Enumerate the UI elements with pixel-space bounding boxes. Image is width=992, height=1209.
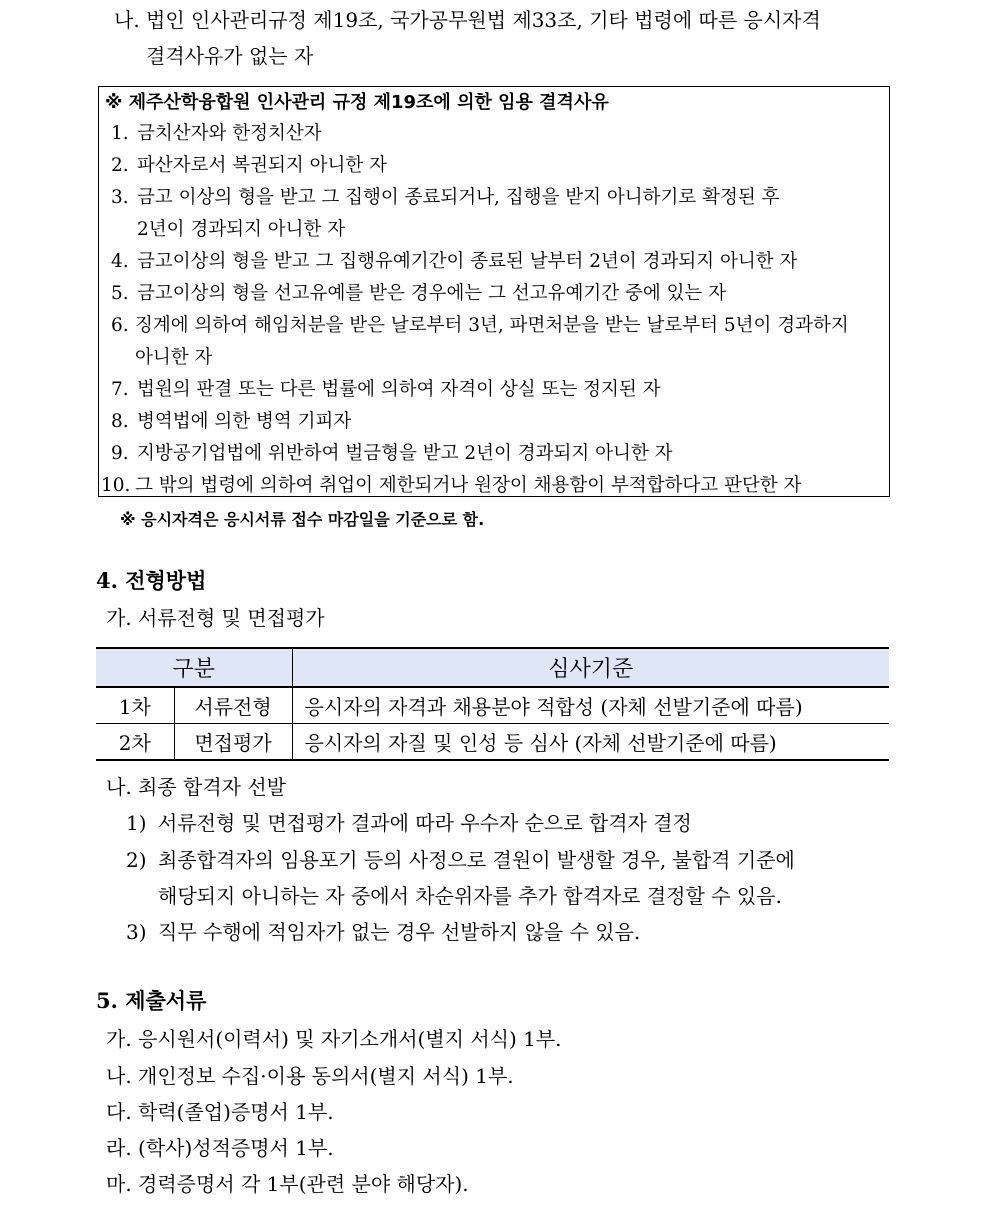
item-4-text: 금고이상의 형을 받고 그 집행유예기간이 종료된 날부터 2년이 경과되지 아니한 자	[137, 251, 798, 272]
item-7-text: 법원의 판결 또는 다른 법률에 의하여 자격이 상실 또는 정지된 자	[137, 379, 661, 400]
evaluation-table	[96, 647, 889, 761]
item-8-number: 8.	[111, 411, 129, 432]
document-item-da: 다. 학력(졸업)증명서 1부.	[106, 1100, 334, 1124]
selection-item-3-number: 3)	[126, 920, 147, 944]
selection-item-2-text: 최종합격자의 임용포기 등의 사정으로 결원이 발생할 경우, 불합격 기준에	[158, 848, 795, 872]
disqualification-box	[98, 86, 890, 497]
eligibility-line-1: 나. 법인 인사관리규정 제19조, 국가공무원법 제33조, 기타 법령에 따른 응시자격	[114, 8, 821, 32]
table-cell-criteria: 응시자의 자격과 채용분야 적합성 (자체 선발기준에 따름)	[292, 687, 889, 724]
table-row	[96, 724, 889, 761]
document-item-na: 나. 개인정보 수집·이용 동의서(별지 서식) 1부.	[106, 1064, 514, 1088]
item-5-number: 5.	[111, 283, 129, 304]
eligibility-line-2: 결격사유가 없는 자	[146, 44, 314, 68]
selection-item-2-text-cont: 해당되지 아니하는 자 중에서 차순위자를 추가 합격자로 결정할 수 있음.	[158, 884, 782, 908]
table-cell-round: 1차	[96, 687, 174, 724]
section-5-title: 5. 제출서류	[96, 988, 207, 1013]
item-3-number: 3.	[111, 187, 129, 208]
table-row	[96, 687, 889, 724]
table-header-criteria: 심사기준	[292, 648, 889, 687]
item-6-text-cont: 아니한 자	[135, 347, 213, 368]
document-item-ga: 가. 응시원서(이력서) 및 자기소개서(별지 서식) 1부.	[106, 1027, 562, 1051]
item-3-text: 금고 이상의 형을 받고 그 집행이 종료되거나, 집행을 받지 아니하기로 확정된 후	[137, 187, 780, 208]
item-2-text: 파산자로서 복권되지 아니한 자	[137, 155, 387, 176]
table-cell-type: 면접평가	[174, 724, 292, 761]
selection-item-3-text: 직무 수행에 적임자가 없는 경우 선발하지 않을 수 있음.	[158, 920, 641, 944]
section-4-title: 4. 전형방법	[96, 568, 207, 593]
item-10-text: 그 밖의 법령에 의하여 취업이 제한되거나 원장이 채용함이 부적합하다고 판단한 자	[135, 475, 802, 496]
item-7-number: 7.	[111, 379, 129, 400]
item-6-text: 징계에 의하여 해임처분을 받은 날로부터 3년, 파면처분을 받는 날로부터 5년이 경과하지	[135, 315, 849, 336]
item-4-number: 4.	[111, 251, 129, 272]
section-4-sub-ga: 가. 서류전형 및 면접평가	[106, 606, 325, 630]
table-header-category: 구분	[96, 648, 292, 687]
item-3-text-cont: 2년이 경과되지 아니한 자	[137, 219, 346, 240]
item-10-number: 10.	[101, 475, 131, 496]
table-cell-type: 서류전형	[174, 687, 292, 724]
item-1-text: 금치산자와 한정치산자	[137, 123, 322, 144]
disqualification-box-title: ※ 제주산학융합원 인사관리 규정 제19조에 의한 임용 결격사유	[105, 92, 609, 113]
item-1-number: 1.	[111, 123, 129, 144]
item-2-number: 2.	[111, 155, 129, 176]
table-header-row	[96, 648, 889, 687]
document-item-ma: 마. 경력증명서 각 1부(관련 분야 해당자).	[106, 1172, 469, 1196]
eligibility-note: ※ 응시자격은 응시서류 접수 마감일을 기준으로 함.	[120, 510, 485, 529]
document-item-ra: 라. (학사)성적증명서 1부.	[106, 1136, 334, 1160]
item-8-text: 병역법에 의한 병역 기피자	[137, 411, 352, 432]
item-9-number: 9.	[111, 443, 129, 464]
section-4-sub-na: 나. 최종 합격자 선발	[106, 775, 286, 799]
item-5-text: 금고이상의 형을 선고유예를 받은 경우에는 그 선고유예기간 중에 있는 자	[137, 283, 727, 304]
table-cell-round: 2차	[96, 724, 174, 761]
selection-item-1-number: 1)	[126, 811, 147, 835]
selection-item-1-text: 서류전형 및 면접평가 결과에 따라 우수자 순으로 합격자 결정	[158, 811, 692, 835]
item-6-number: 6.	[111, 315, 129, 336]
table-cell-criteria: 응시자의 자질 및 인성 등 심사 (자체 선발기준에 따름)	[292, 724, 889, 761]
selection-item-2-number: 2)	[126, 848, 147, 872]
item-9-text: 지방공기업법에 위반하여 벌금형을 받고 2년이 경과되지 아니한 자	[137, 443, 673, 464]
